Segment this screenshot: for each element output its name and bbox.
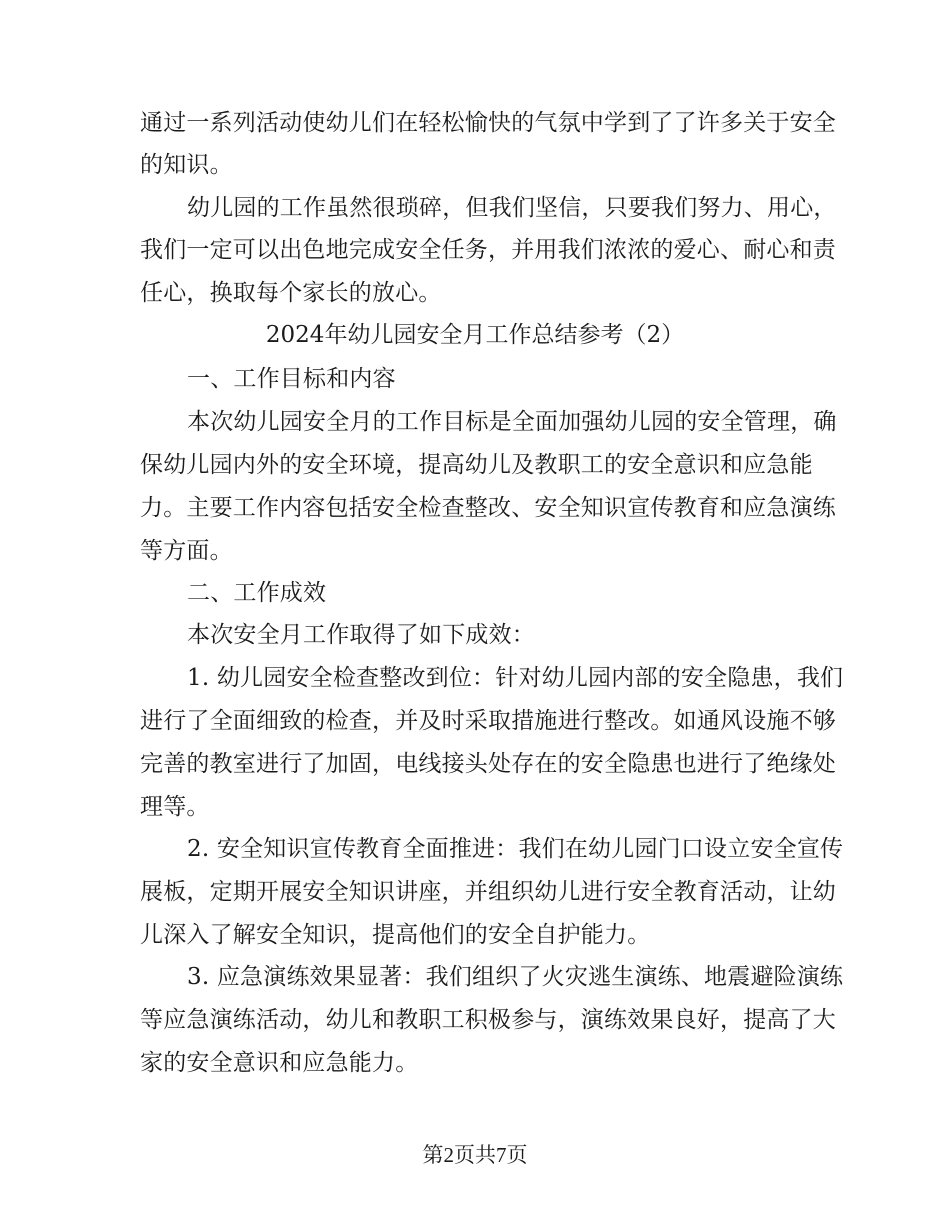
section-heading: 二、工作成效	[187, 580, 327, 606]
list-item-line: 2. 安全知识宣传教育全面推进：我们在幼儿园门口设立安全宣传	[187, 836, 844, 862]
text-line: 儿深入了解安全知识，提高他们的安全自护能力。	[140, 922, 651, 948]
page-number-footer: 第2页共7页	[422, 1143, 528, 1167]
text-line: 通过一系列活动使幼儿们在轻松愉快的气氛中学到了了许多关于安全	[140, 110, 836, 136]
text-line: 力。主要工作内容包括安全检查整改、安全知识宣传教育和应急演练	[140, 495, 836, 521]
text-line: 幼儿园的工作虽然很琐碎，但我们坚信，只要我们努力、用心，	[187, 195, 837, 221]
section-heading: 一、工作目标和内容	[187, 366, 396, 392]
text-line: 完善的教室进行了加固，电线接头处存在的安全隐患也进行了绝缘处	[140, 751, 836, 777]
text-line: 保幼儿园内外的安全环境，提高幼儿及教职工的安全意识和应急能	[140, 452, 813, 478]
text-line: 理等。	[140, 794, 210, 820]
text-line: 等应急演练活动，幼儿和教职工积极参与，演练效果良好，提高了大	[140, 1007, 836, 1033]
text-line: 任心，换取每个家长的放心。	[140, 280, 442, 306]
text-line: 的知识。	[140, 152, 233, 178]
text-line: 等方面。	[140, 538, 233, 564]
text-line: 本次安全月工作取得了如下成效：	[187, 622, 535, 648]
list-item-line: 3. 应急演练效果显著：我们组织了火灾逃生演练、地震避险演练	[187, 964, 844, 990]
text-line: 我们一定可以出色地完成安全任务，并用我们浓浓的爱心、耐心和责	[140, 237, 836, 263]
text-line: 本次幼儿园安全月的工作目标是全面加强幼儿园的安全管理，确	[187, 409, 837, 435]
section-title: 2024年幼儿园安全月工作总结参考（2）	[265, 322, 685, 348]
text-line: 家的安全意识和应急能力。	[140, 1050, 419, 1076]
list-item-line: 1. 幼儿园安全检查整改到位：针对幼儿园内部的安全隐患，我们	[187, 665, 844, 691]
text-line: 进行了全面细致的检查，并及时采取措施进行整改。如通风设施不够	[140, 708, 836, 734]
text-line: 展板，定期开展安全知识讲座，并组织幼儿进行安全教育活动，让幼	[140, 879, 836, 905]
